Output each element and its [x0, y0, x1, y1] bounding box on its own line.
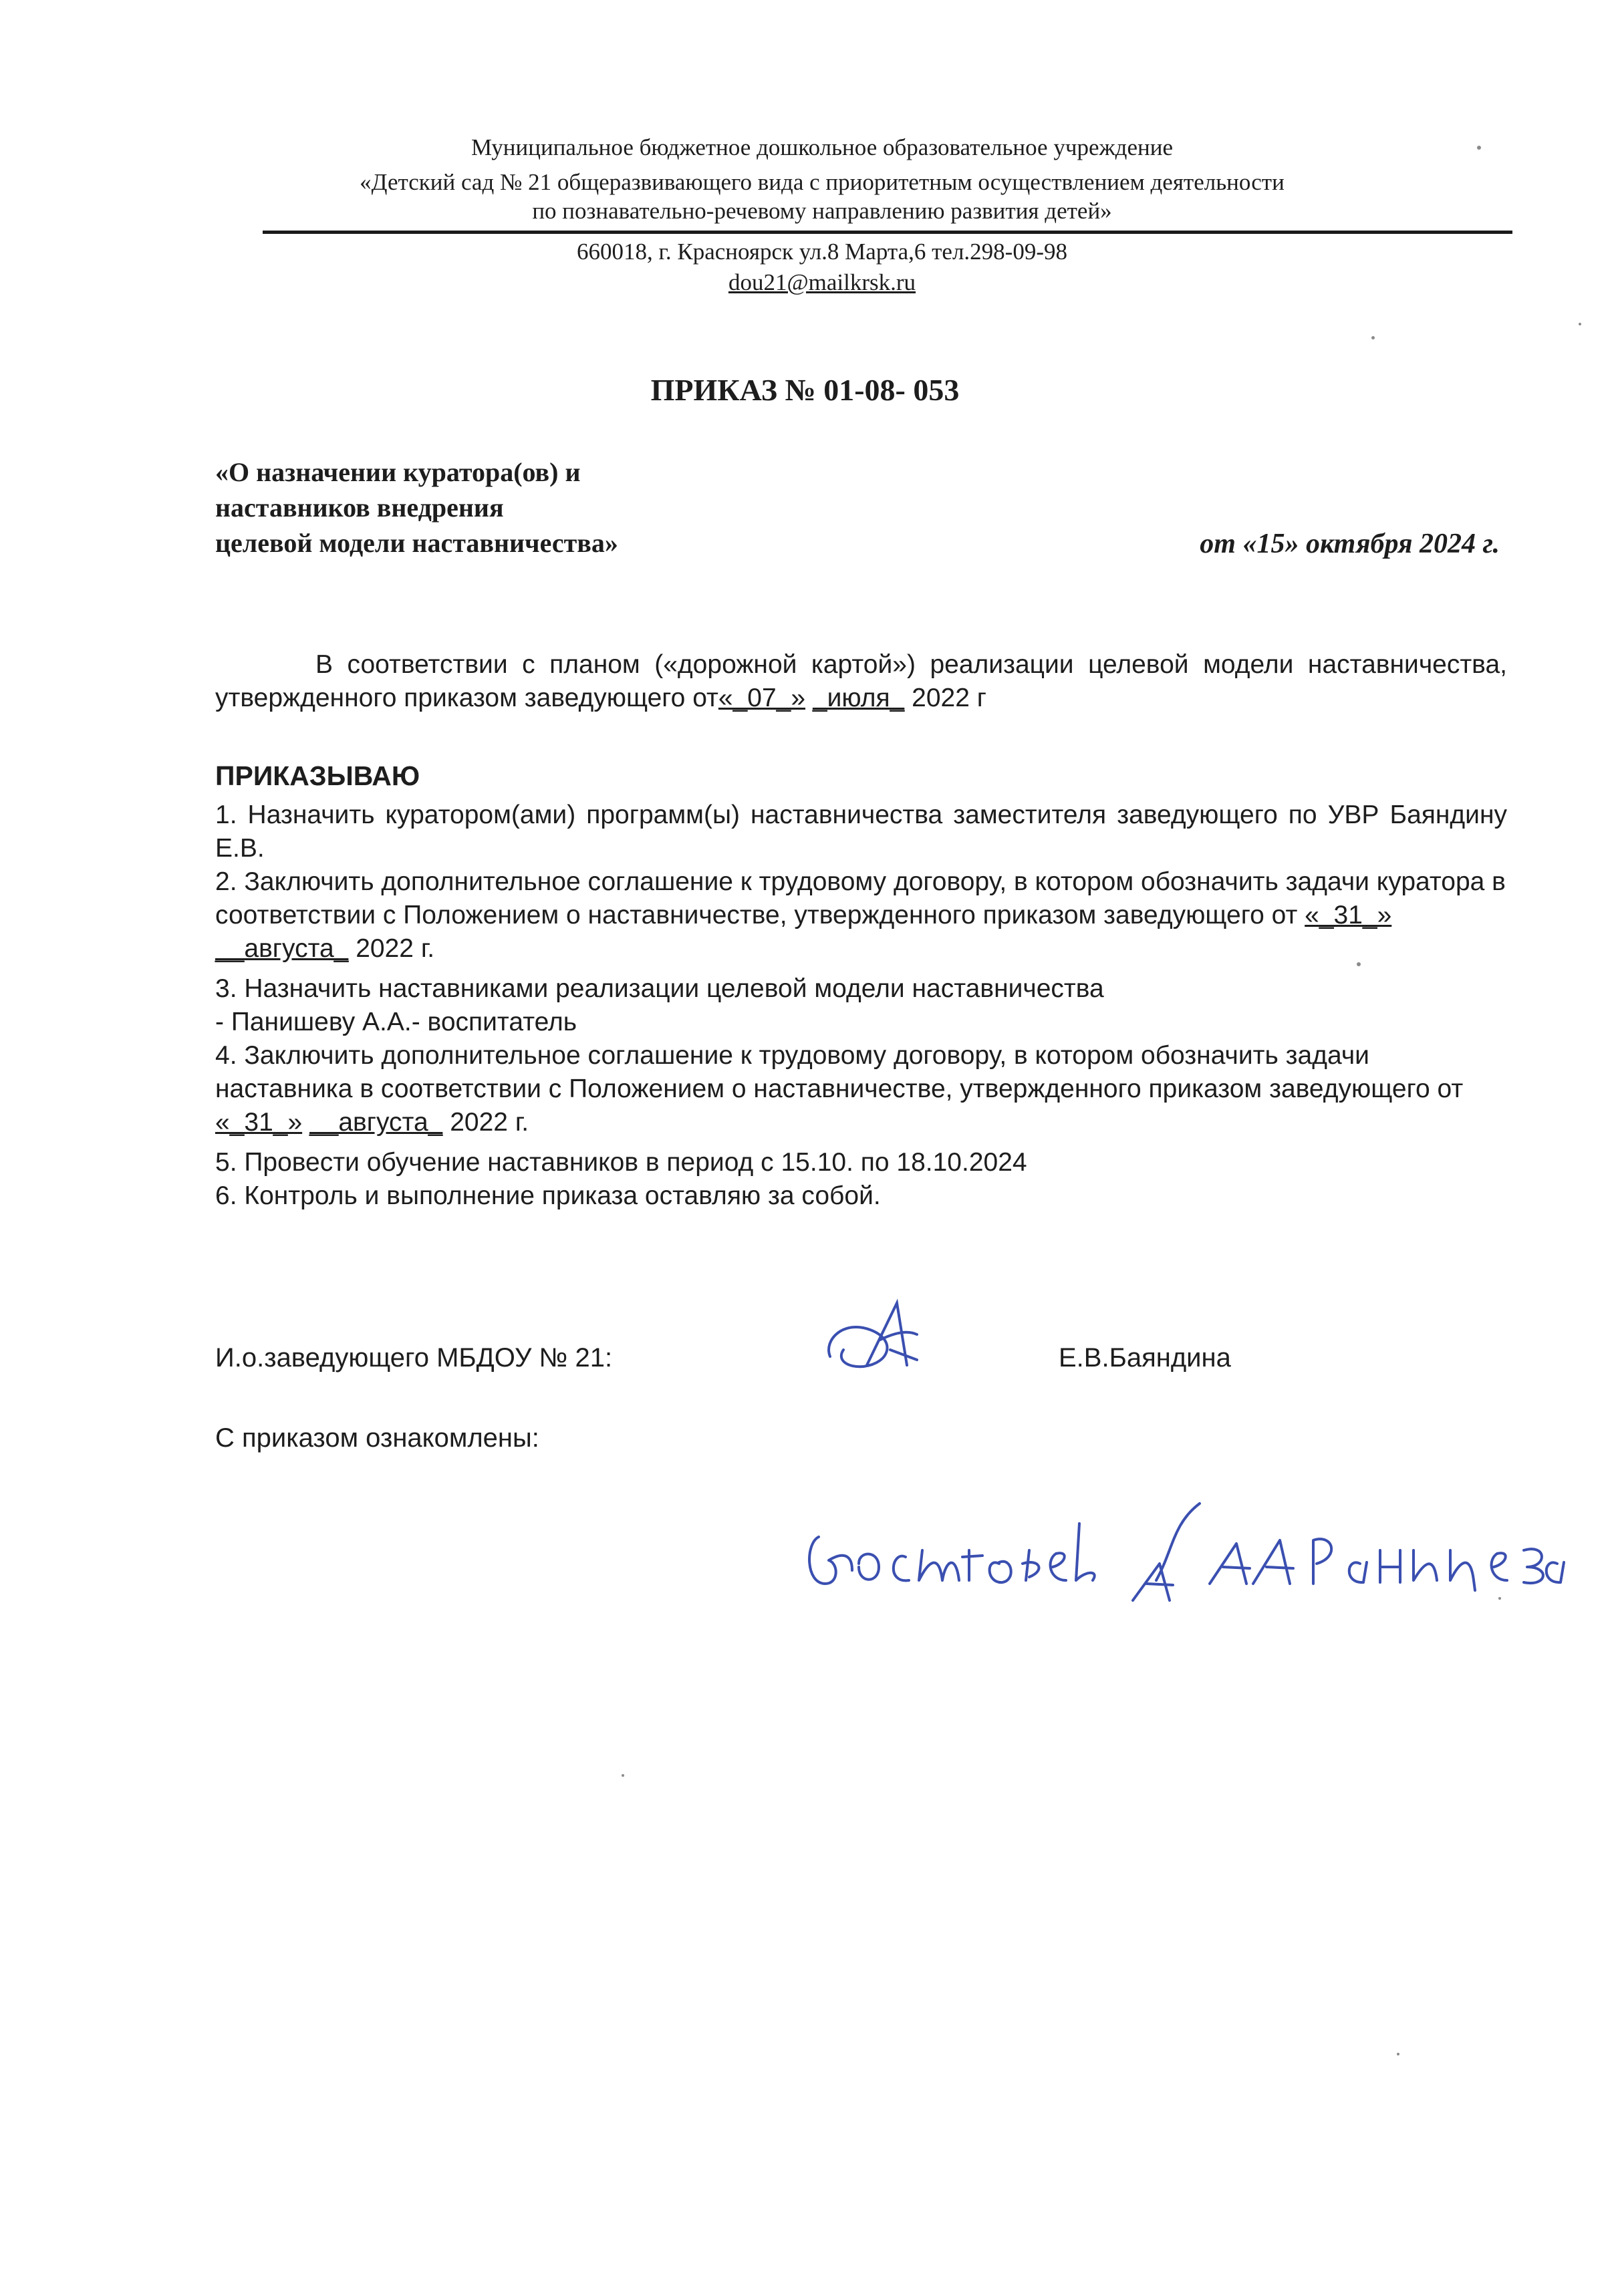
order-item-1: 1. Назначить куратором(ами) программ(ы) наставничества заместителя заведующего по УВР Баяндину Е.В. — [215, 801, 1507, 863]
order-item-3-sub: - Панишеву А.А.- воспитатель — [215, 1008, 577, 1036]
preamble-date-year: 2022 г — [912, 684, 986, 712]
order-item-6: 6. Контроль и выполнение приказа оставляю за собой. — [215, 1181, 881, 1210]
order-item-2-text: 2. Заключить дополнительное соглашение к трудовому договору, в котором обозначить задачи куратора в соответствии с Положением о наставничестве, утвержденного приказом заведующего от — [215, 867, 1506, 929]
scan-speck — [1357, 962, 1361, 966]
document-date: от «15» октября 2024 г. — [1200, 529, 1500, 559]
scan-speck — [1477, 146, 1481, 150]
order-item-5: 5. Провести обучение наставников в период с 15.10. по 18.10.2024 — [215, 1148, 1027, 1177]
scan-speck — [1579, 323, 1581, 325]
order-item-3: 3. Назначить наставниками реализации целевой модели наставничества — [215, 974, 1104, 1003]
preamble-date-day: «_07_» — [718, 684, 806, 712]
preamble-text: В соответствии с планом («дорожной картой») реализации целевой модели наставничества, утвержденного приказом заведующего от — [215, 650, 1507, 712]
preamble-paragraph — [215, 648, 1507, 715]
signatory-name: Е.В.Баяндина — [1059, 1343, 1231, 1373]
scan-speck — [1397, 2053, 1399, 2055]
acquainted-label: С приказом ознакомлены: — [215, 1423, 539, 1453]
document-subject — [215, 454, 618, 561]
subject-line-3: целевой модели наставничества» — [215, 528, 618, 558]
letterhead-email-wrap — [221, 267, 1424, 297]
director-signature-image — [817, 1293, 930, 1380]
order-item-4 — [215, 1039, 1507, 1139]
letterhead-divider — [263, 231, 1512, 234]
letterhead-address: 660018, г. Красноярск ул.8 Марта,6 тел.298-09-98 — [576, 239, 1067, 265]
order-item-2 — [215, 865, 1507, 966]
subject-line-2: наставников внедрения — [215, 492, 504, 523]
order-item-2-year: 2022 г. — [356, 934, 435, 963]
order-items — [215, 799, 1507, 1213]
letterhead-line-1: Муниципальное бюджетное дошкольное образовательное учреждение — [471, 134, 1173, 160]
order-item-4-month: __августа_ — [309, 1108, 443, 1137]
order-item-4-day: «_31_» — [215, 1108, 303, 1137]
order-heading: ПРИКАЗЫВАЮ — [215, 760, 420, 791]
document-title: ПРИКАЗ № 01-08- 053 — [650, 373, 960, 407]
signatory-position: И.о.заведующего МБДОУ № 21: — [215, 1343, 613, 1373]
scan-speck — [622, 1774, 624, 1777]
order-item-2-day: «_31_» — [1305, 901, 1392, 929]
letterhead-line-3: по познавательно-речевому направлению развития детей» — [532, 198, 1112, 224]
scan-speck — [1371, 336, 1375, 339]
order-item-2-month: __августа_ — [215, 934, 349, 963]
letterhead-line-2: «Детский сад № 21 общеразвивающего вида с приоритетным осуществлением деятельности — [360, 169, 1285, 195]
order-item-4-text: 4. Заключить дополнительное соглашение к трудовому договору, в котором обозначить задачи наставника в соответствии с Положением о наставничестве, утвержденного приказом заведующего от — [215, 1041, 1464, 1103]
letterhead-email-link[interactable]: dou21@mailkrsk.ru — [728, 269, 916, 295]
scan-speck — [1498, 1597, 1501, 1600]
order-item-4-year: 2022 г. — [450, 1108, 529, 1137]
handwritten-acknowledgement-image — [799, 1483, 1574, 1617]
preamble-date-month: _июля_ — [812, 684, 905, 712]
subject-line-1: «О назначении куратора(ов) и — [215, 457, 581, 487]
